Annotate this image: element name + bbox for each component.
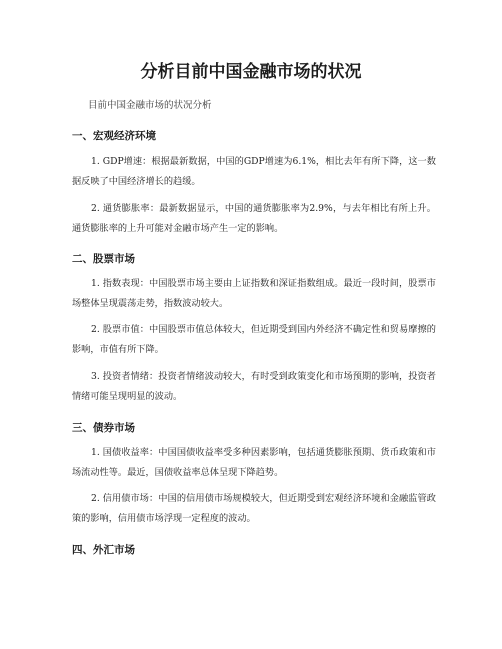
paragraph-gdp: 1. GDP增速：根据最新数据，中国的GDP增速为6.1%，相比去年有所下降，这一数据反映了中国经济增长的趋缓。	[72, 156, 436, 187]
document-title: 分析目前中国金融市场的状况	[140, 62, 362, 82]
paragraph-sentiment: 3. 投资者情绪：投资者情绪波动较大，有时受到政策变化和市场预期的影响，投资者情绪可能呈现明显的波动。	[72, 371, 436, 402]
paragraph-market-cap: 2. 股票市值：中国股票市值总体较大，但近期受到国内外经济不确定性和贸易摩擦的影响，市值有所下降。	[72, 324, 436, 355]
section-heading-stock: 二、股票市场	[72, 253, 135, 265]
paragraph-inflation: 2. 通货膨胀率：最新数据显示，中国的通货膨胀率为2.9%，与去年相比有所上升。通货膨胀率的上升可能对金融市场产生一定的影响。	[72, 203, 436, 234]
document-intro: 目前中国金融市场的状况分析	[88, 100, 212, 111]
section-heading-forex: 四、外汇市场	[72, 544, 135, 556]
paragraph-treasury: 1. 国债收益率：中国国债收益率受多种因素影响，包括通货膨胀预期、货币政策和市场流动性等。最近，国债收益率总体呈现下降趋势。	[72, 447, 436, 478]
paragraph-credit-bond: 2. 信用债市场：中国的信用债市场规模较大，但近期受到宏观经济环境和金融监管政策的影响，信用债市场浮现一定程度的波动。	[72, 493, 436, 524]
paragraph-index: 1. 指数表现：中国股票市场主要由上证指数和深证指数组成。最近一段时间，股票市场整体呈现震荡走势，指数波动较大。	[72, 278, 436, 309]
section-heading-bond: 三、债券市场	[72, 422, 135, 434]
section-heading-macro: 一、宏观经济环境	[72, 130, 156, 142]
